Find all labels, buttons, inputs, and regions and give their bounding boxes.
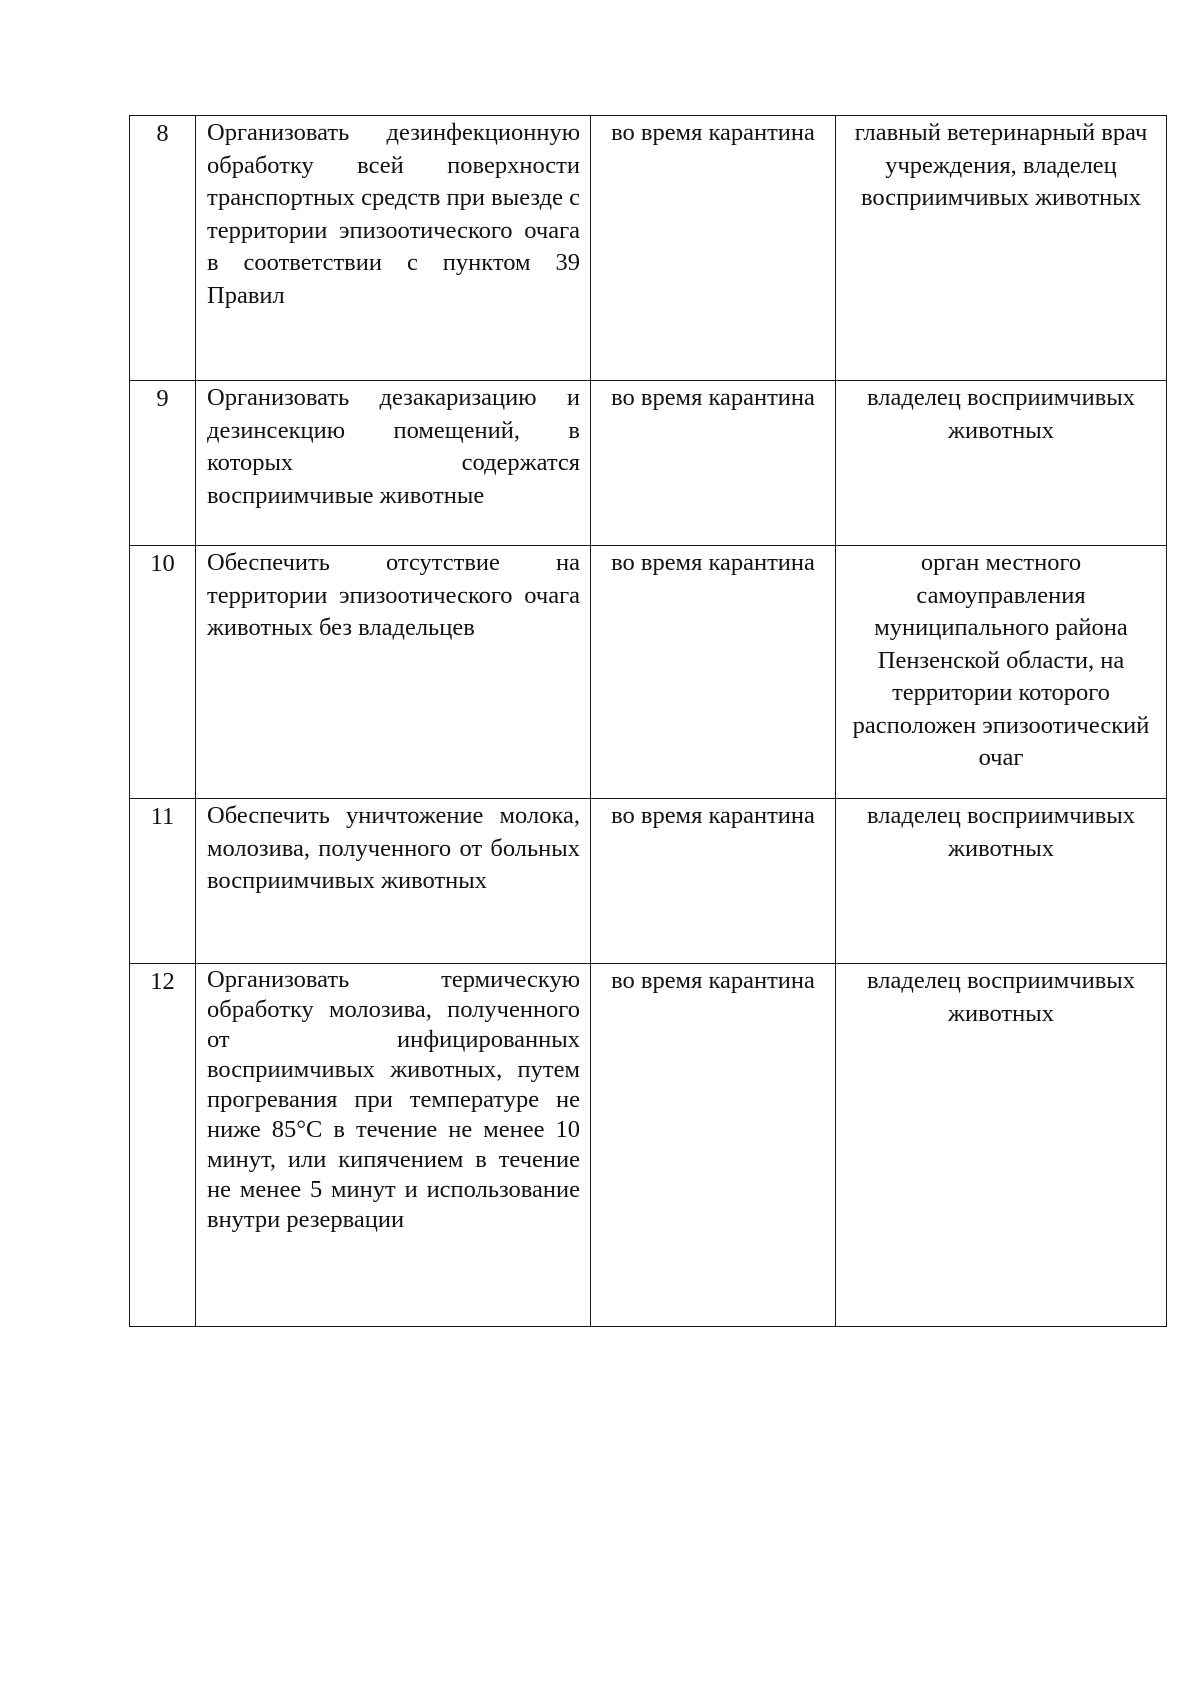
responsible-cell: владелец восприимчивых животных [836,381,1167,546]
table-row [130,964,1167,1327]
measure-text: Организовать термическую обработку молозива, полученного от инфицированных восприимчивых животных, путем прогревания при температуре не ниже 85°C в течение не менее 10 минут, или кипячением в течение не менее 5 минут и использование внутри резервации [207,966,580,1233]
responsible-cell: орган местного самоуправления муниципального района Пензенской области, на территории которого расположен эпизоотический очаг [836,546,1167,799]
measure-text: Организовать дезинфекционную обработку всей поверхности транспортных средств при выезде с территории эпизоотического очага в соответствии с пунктом 39 Правил [207,119,580,309]
measure-text: Организовать дезакаризацию и дезинсекцию помещений, в которых содержатся восприимчивые животные [207,384,580,509]
responsible-cell: владелец восприимчивых животных [836,799,1167,964]
responsible-cell: главный ветеринарный врач учреждения, владелец восприимчивых животных [836,116,1167,381]
measure-cell [196,964,591,1327]
measure-cell [196,116,591,381]
period-cell: во время карантина [591,116,836,381]
row-number: 9 [130,381,196,546]
period-cell: во время карантина [591,799,836,964]
row-number: 10 [130,546,196,799]
measure-cell [196,799,591,964]
row-number: 11 [130,799,196,964]
table-row [130,799,1167,964]
table-row [130,546,1167,799]
row-number: 8 [130,116,196,381]
measure-cell [196,381,591,546]
period-cell: во время карантина [591,381,836,546]
measure-cell [196,546,591,799]
measure-text: Обеспечить отсутствие на территории эпизоотического очага животных без владельцев [207,549,580,641]
row-number: 12 [130,964,196,1327]
responsible-cell: владелец восприимчивых животных [836,964,1167,1327]
period-cell: во время карантина [591,546,836,799]
table-row [130,381,1167,546]
measures-table [129,115,1167,1327]
measure-text: Обеспечить уничтожение молока, молозива, полученного от больных восприимчивых животных [207,802,580,894]
period-cell: во время карантина [591,964,836,1327]
table-row [130,116,1167,381]
